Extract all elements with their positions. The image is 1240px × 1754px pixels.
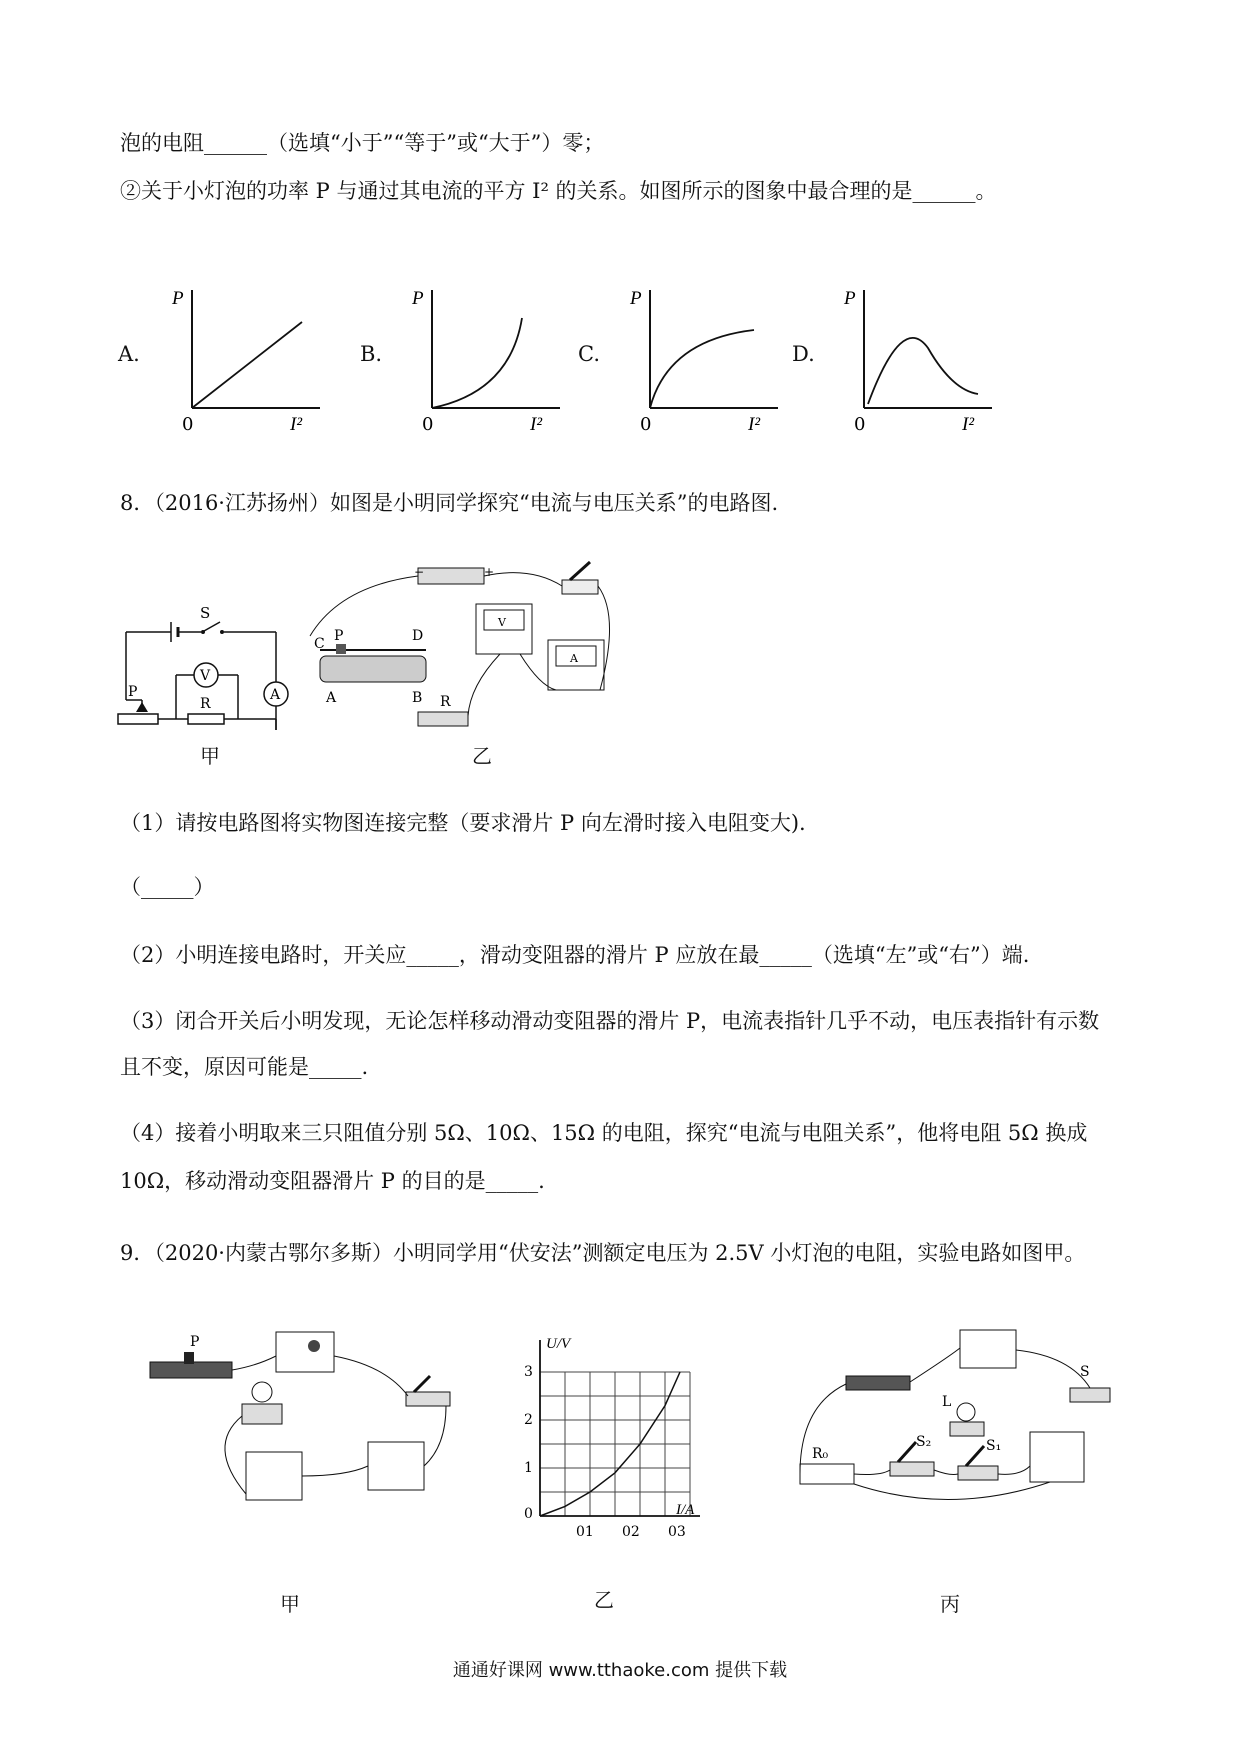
p-label: P <box>630 288 642 309</box>
y-tick-1: 1 <box>524 1460 533 1476</box>
curve-straight <box>192 322 302 408</box>
lamp-label: L <box>942 1394 952 1410</box>
switch-s2-label: S₂ <box>916 1434 932 1450</box>
p-label: P <box>412 288 424 309</box>
terminal-b: B <box>412 690 423 706</box>
option-d-graph <box>842 282 1002 432</box>
switch-label: S <box>200 604 211 622</box>
wire <box>484 573 562 586</box>
power-supply-icon <box>960 1330 1016 1368</box>
terminal-c: C <box>314 636 325 652</box>
switch-icon <box>562 580 598 594</box>
q9-ui-chart <box>510 1330 710 1560</box>
q8-physical-yi <box>300 556 660 756</box>
ammeter-icon <box>246 1452 302 1500</box>
power-supply-icon <box>276 1332 334 1372</box>
switch-icon <box>406 1392 450 1406</box>
chart-grid <box>540 1372 690 1516</box>
wire <box>468 654 500 716</box>
origin-label: 0 <box>182 414 194 432</box>
resistor-symbol <box>188 714 224 724</box>
switch-blade <box>204 622 220 631</box>
svg-text:+: + <box>484 565 495 579</box>
option-a-label: A. <box>118 342 140 366</box>
i2-label: I² <box>290 414 303 432</box>
x-tick-1: 01 <box>576 1524 594 1540</box>
q9-stem: 9．（2020·内蒙古鄂尔多斯）小明同学用“伏安法”测额定电压为 2.5V 小灯泡的电阻，实验电路如图甲。 <box>120 1241 1086 1265</box>
option-a-graph <box>170 282 330 432</box>
q8-stem: 8．（2016·江苏扬州）如图是小明同学探究“电流与电压关系”的电路图. <box>120 491 779 515</box>
q8-sub2: （2）小明连接电路时，开关应_____，滑动变阻器的滑片 P 应放在最_____（选填“左”或“右”）端. <box>120 943 1030 967</box>
chart-ylabel: U/V <box>546 1336 571 1352</box>
p-label: P <box>844 288 856 309</box>
svg-text:−: − <box>414 565 425 579</box>
q9-fig-jia <box>146 1326 466 1536</box>
rheostat-icon <box>150 1362 232 1378</box>
slider-icon <box>336 644 346 654</box>
x-tick-2: 02 <box>622 1524 640 1540</box>
y-tick-0: 0 <box>524 1506 533 1522</box>
terminal-p: P <box>334 628 344 644</box>
switch-contact <box>220 630 224 634</box>
switch-s1-label: S₁ <box>986 1438 1002 1454</box>
q8-sub3-a: （3）闭合开关后小明发现，无论怎样移动滑动变阻器的滑片 P，电流表指针几乎不动，电压表指针有示数 <box>120 1009 1100 1033</box>
switch-s-label: S <box>1080 1364 1090 1380</box>
switch-s2-icon <box>890 1462 934 1476</box>
chart-xlabel: I/A <box>676 1502 695 1518</box>
option-d-label: D. <box>792 342 815 366</box>
origin-label: 0 <box>640 414 652 432</box>
q8-fig-yi-caption: 乙 <box>472 744 492 768</box>
resistor-r0-icon <box>800 1464 854 1484</box>
curve-peak <box>868 338 978 404</box>
ammeter-label: A <box>270 687 281 703</box>
i2-label: I² <box>962 414 975 432</box>
wire <box>310 576 418 636</box>
q8-sub1-blank: （_____） <box>120 875 215 899</box>
q8-fig-jia-caption: 甲 <box>200 744 220 768</box>
option-b-graph <box>410 282 570 432</box>
q8-sub1: （1）请按电路图将实物图连接完整（要求滑片 P 向左滑时接入电阻变大). <box>120 811 806 835</box>
x-tick-3: 03 <box>668 1524 686 1540</box>
voltmeter-label: V <box>200 668 211 684</box>
rheostat-icon <box>846 1376 910 1390</box>
q8-sub4-a: （4）接着小明取来三只阻值分别 5Ω、10Ω、15Ω 的电阻，探究“电流与电阻关系”，他将电阻 5Ω 换成 <box>120 1121 1088 1145</box>
lamp-icon <box>252 1382 272 1402</box>
option-b-label: B. <box>360 342 383 366</box>
terminal-a: A <box>326 690 337 706</box>
rheostat-symbol <box>118 714 158 724</box>
origin-label: 0 <box>854 414 866 432</box>
terminal-d: D <box>412 628 424 644</box>
switch-s1-icon <box>958 1466 998 1480</box>
svg-text:V: V <box>498 616 506 629</box>
voltmeter-icon <box>1030 1432 1084 1482</box>
resistor-label: R <box>200 696 211 712</box>
q9-fig-yi-caption: 乙 <box>594 1588 614 1612</box>
q9-fig-bing-caption: 丙 <box>940 1592 960 1616</box>
q8-sub4-b: 10Ω，移动滑动变阻器滑片 P 的目的是_____. <box>120 1169 545 1193</box>
lamp-icon <box>957 1403 975 1421</box>
q7-line1: 泡的电阻______（选填“小于”“等于”或“大于”）零； <box>120 131 605 155</box>
q9-fig-jia-caption: 甲 <box>280 1592 300 1616</box>
q8-sub3-b: 且不变，原因可能是_____. <box>120 1055 369 1079</box>
resistor-label: R <box>440 694 451 710</box>
curve-concave-up <box>432 318 522 408</box>
slider-label: P <box>190 1334 200 1350</box>
lamp-base-icon <box>242 1404 282 1424</box>
slider-label: P <box>128 684 138 700</box>
rheostat-icon <box>320 656 426 682</box>
q9-fig-bing <box>790 1326 1120 1526</box>
svg-text:A: A <box>570 652 578 665</box>
resistor-r0-label: R₀ <box>812 1446 829 1462</box>
i2-label: I² <box>748 414 761 432</box>
origin-label: 0 <box>422 414 434 432</box>
page-footer: 通通好课网 www.tthaoke.com 提供下载 <box>452 1660 788 1681</box>
voltmeter-icon <box>368 1442 424 1490</box>
q7-line2: ②关于小灯泡的功率 P 与通过其电流的平方 I² 的关系。如图所示的图象中最合理的是______。 <box>120 179 997 203</box>
resistor-icon <box>418 712 468 726</box>
option-c-graph <box>628 282 788 432</box>
y-tick-2: 2 <box>524 1412 533 1428</box>
p-label: P <box>172 288 184 309</box>
q8-circuit-jia <box>116 600 296 760</box>
curve-concave-down <box>650 330 754 408</box>
y-tick-3: 3 <box>524 1364 533 1380</box>
battery-icon <box>418 568 484 584</box>
i2-label: I² <box>530 414 543 432</box>
option-c-label: C. <box>578 342 600 366</box>
switch-s-icon <box>1070 1388 1110 1402</box>
